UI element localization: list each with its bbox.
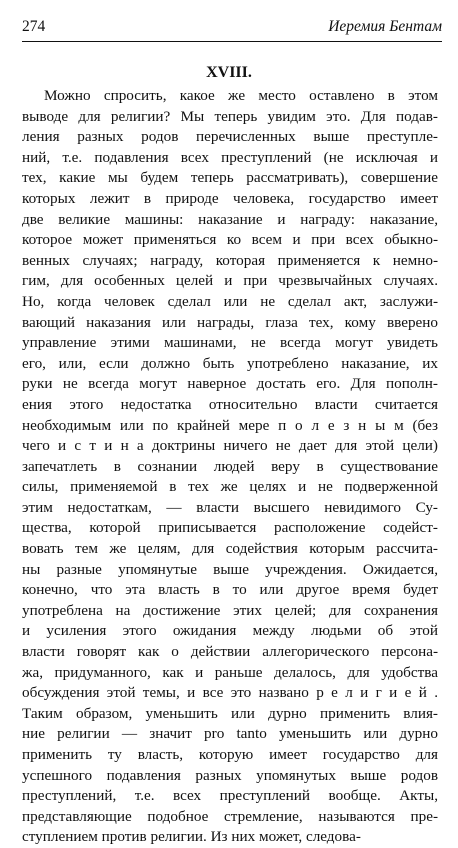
- text-line: этим недостаткам, — власти высшего невидимого Су-: [22, 498, 438, 516]
- text-line: которое может применяться ко всем и при всех обыкно-: [22, 231, 438, 249]
- text-line: щества, которой приписывается расположение содейст-: [22, 519, 438, 537]
- header-rule: [22, 41, 442, 42]
- text-line: ны разные упомянутые выше учреждения. Ожидается,: [22, 560, 438, 578]
- text-line: успешного подавления разных упомянутых выше родов: [22, 766, 438, 784]
- running-head: Иеремия Бентам: [328, 18, 442, 35]
- text-line: ние религии — значит pro tanto уменьшить или дурно: [22, 725, 438, 743]
- text-line: ения этого недостатка относительно власти считается: [22, 395, 438, 413]
- text-line: выводе для религии? Мы теперь увидим это. Для подав-: [22, 107, 438, 125]
- text-line: силы, применяемой в тех же целях и не подверженной: [22, 478, 438, 496]
- text-line: тех, какие мы будем теперь рассматривать), совершение: [22, 169, 438, 187]
- text-line: запечатлеть в сознании людей веру в существование: [22, 457, 438, 475]
- text-line: руки не всегда могут наверное достать его. Для пополн-: [22, 375, 438, 393]
- text-line: Таким образом, уменьшить или дурно применить влия-: [22, 704, 438, 722]
- text-line: власти говорят как о действии аллегорического персона-: [22, 643, 438, 661]
- text-line: представляющие подобное стремление, называются пре-: [22, 807, 438, 825]
- text-line: вающий наказания или награды, глаза тех, кому вверено: [22, 313, 438, 331]
- text-line: ступлением против религии. Из них может, следова-: [22, 828, 361, 846]
- text-line: ления разных родов перечисленных выше преступле-: [22, 128, 438, 146]
- page-number: 274: [22, 18, 46, 35]
- text-line: вовать тем же целям, для содействия которым рассчита-: [22, 540, 438, 558]
- text-line: Можно спросить, какое же место оставлено в этом: [44, 87, 438, 104]
- text-line: применить ту власть, которую имеет государство для: [22, 746, 438, 763]
- page-header: [22, 16, 442, 38]
- text-line: венных случаях; награду, которая применяется к немно-: [22, 251, 438, 269]
- text-line: обсуждения этой темы, и все это названо р е л и г и е й .: [22, 684, 438, 702]
- body-paragraph: [22, 86, 438, 848]
- text-line: необходимым или по крайней мере п о л е з н ы м (без: [22, 416, 438, 434]
- text-line: две великие машины: наказание и награду: наказание,: [22, 210, 438, 228]
- text-line: и усиления этого ожидания между людьми об этой: [22, 622, 438, 640]
- text-line: Но, когда человек сделал или не сделал акт, заслужи-: [22, 292, 438, 310]
- text-line: конечно, что эта власть в то или другое время будет: [22, 581, 438, 599]
- text-line: гим, для особенных целей и при чрезвычайных случаях.: [22, 272, 438, 290]
- text-line: чего и с т и н а доктрины ничего не дает для этой цели): [22, 437, 438, 455]
- section-title: XVIII.: [206, 64, 252, 81]
- text-line: его, или, если должно быть употреблено наказание, их: [22, 354, 438, 372]
- text-line: употреблена на достижение этих целей; для сохранения: [22, 601, 438, 619]
- text-line: которых лежит в природе человека, государство имеет: [22, 189, 438, 207]
- text-line: преступлений, т.е. всех преступлений вообще. Акты,: [22, 787, 438, 805]
- text-line: жа, придуманного, как и раньше делалось, для удобства: [22, 663, 438, 681]
- text-line: ний, т.е. подавления всех преступлений (не исключая и: [22, 148, 438, 166]
- text-line: управление этими машинами, не всегда могут увидеть: [22, 334, 438, 352]
